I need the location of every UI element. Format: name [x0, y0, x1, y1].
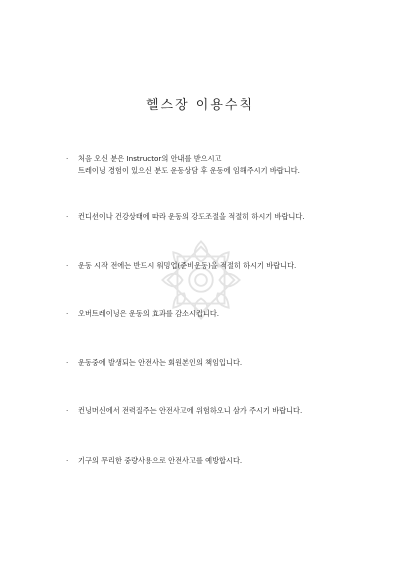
rule-text: 오버트레이닝은 운동의 효과를 감소시킵니다. [78, 309, 220, 318]
rule-text: 컨디션이나 건강상태에 따라 운동의 강도조절을 적절히 하시기 바랍니다. [78, 212, 305, 221]
bullet-icon: · [66, 358, 69, 367]
bullet-icon: · [66, 154, 69, 163]
bullet-icon: · [66, 212, 69, 221]
bullet-icon: · [66, 261, 69, 270]
rule-text: 트레이닝 경험이 있으신 분도 운동상담 후 운동에 임해주시기 바랍니다. [78, 166, 300, 175]
rule-text: 처음 오신 분은 Instructor의 안내를 받으시고 [78, 154, 222, 163]
rule-text: 운동중에 발생되는 안전사는 회원본인의 책임입니다. [78, 358, 243, 367]
rule-text: 운동 시작 전에는 반드시 워밍업(준비운동)을 적절히 하시기 바랍니다. [78, 261, 297, 270]
page-title: 헬스장 이용수칙 [145, 98, 255, 113]
rule-text: 기구의 무리한 중량사용으로 안전사고를 예방합시다. [78, 456, 243, 465]
bullet-icon: · [66, 406, 69, 415]
bullet-icon: · [66, 456, 69, 465]
bullet-icon: · [66, 309, 69, 318]
rule-text: 컨닝머신에서 전력질주는 안전사고에 위험하오니 삼가 주시기 바랍니다. [78, 406, 303, 415]
